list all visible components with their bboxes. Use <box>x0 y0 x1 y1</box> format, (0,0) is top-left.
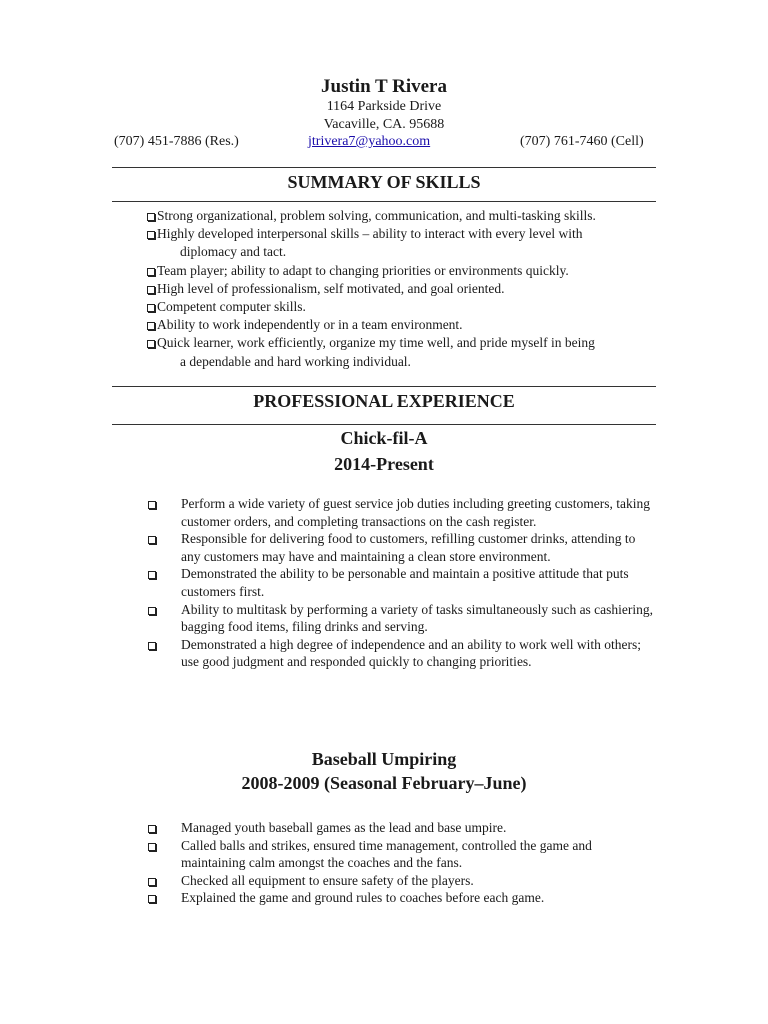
divider <box>112 386 656 387</box>
divider <box>112 201 656 202</box>
divider <box>112 167 656 168</box>
list-item: Managed youth baseball games as the lead and base umpire. <box>146 819 656 837</box>
checkbox-bullet-icon <box>148 878 156 886</box>
list-item: Perform a wide variety of guest service job duties including greeting customers, taking customer orders, and completing transactions on the cash register. <box>146 495 656 530</box>
cell-phone: (707) 761-7460 (Cell) <box>520 134 644 149</box>
list-item: Demonstrated a high degree of independence and an ability to work well with others; use good judgment and responded quickly to changing priorities. <box>146 636 656 671</box>
list-item: Checked all equipment to ensure safety of the players. <box>146 872 656 890</box>
employer-name: Baseball Umpiring <box>311 749 457 769</box>
checkbox-bullet-icon <box>147 286 155 294</box>
list-item: High level of professionalism, self motivated, and goal oriented. <box>147 280 667 298</box>
checkbox-bullet-icon <box>148 642 156 650</box>
list-item: Quick learner, work efficiently, organize my time well, and pride myself in being a dependable and hard working individual. <box>147 334 667 370</box>
city-address: Vacaville, CA. 95688 <box>323 117 445 132</box>
residence-phone: (707) 451-7886 (Res.) <box>114 134 239 149</box>
experience-heading: PROFESSIONAL EXPERIENCE <box>253 391 515 411</box>
applicant-name: Justin T Rivera <box>321 76 447 97</box>
list-item: Demonstrated the ability to be personable and maintain a positive attitude that puts customers first. <box>146 565 656 600</box>
checkbox-bullet-icon <box>147 213 155 221</box>
email-link[interactable]: jtrivera7@yahoo.com <box>308 134 431 149</box>
list-item: Ability to work independently or in a team environment. <box>147 316 667 334</box>
list-item: Responsible for delivering food to customers, refilling customer drinks, attending to any customers may have and maintaining a clean store environment. <box>146 530 656 565</box>
list-item: Strong organizational, problem solving, communication, and multi-tasking skills. <box>147 207 667 225</box>
employment-period: 2008-2009 (Seasonal February–June) <box>241 773 527 793</box>
divider <box>112 424 656 425</box>
checkbox-bullet-icon <box>148 571 156 579</box>
checkbox-bullet-icon <box>147 231 155 239</box>
list-item: Competent computer skills. <box>147 298 667 316</box>
summary-heading: SUMMARY OF SKILLS <box>287 172 481 192</box>
list-item: Team player; ability to adapt to changing priorities or environments quickly. <box>147 262 667 280</box>
list-item: Called balls and strikes, ensured time management, controlled the game and maintaining calm amongst the coaches and the fans. <box>146 837 656 872</box>
list-item: Highly developed interpersonal skills – ability to interact with every level with diplomacy and tact. <box>147 225 667 261</box>
checkbox-bullet-icon <box>148 501 156 509</box>
employer-name: Chick-fil-A <box>340 428 428 448</box>
list-item: Explained the game and ground rules to coaches before each game. <box>146 889 656 907</box>
job-duties-list <box>146 819 656 907</box>
skills-list <box>147 207 667 371</box>
checkbox-bullet-icon <box>148 843 156 851</box>
street-address: 1164 Parkside Drive <box>326 99 442 114</box>
checkbox-bullet-icon <box>148 536 156 544</box>
checkbox-bullet-icon <box>147 304 155 312</box>
checkbox-bullet-icon <box>148 607 156 615</box>
job-duties-list <box>146 495 656 671</box>
checkbox-bullet-icon <box>147 340 155 348</box>
checkbox-bullet-icon <box>147 268 155 276</box>
checkbox-bullet-icon <box>148 895 156 903</box>
employment-period: 2014-Present <box>334 454 434 474</box>
checkbox-bullet-icon <box>148 825 156 833</box>
list-item: Ability to multitask by performing a variety of tasks simultaneously such as cashiering, bagging food items, filing drinks and serving. <box>146 601 656 636</box>
checkbox-bullet-icon <box>147 322 155 330</box>
